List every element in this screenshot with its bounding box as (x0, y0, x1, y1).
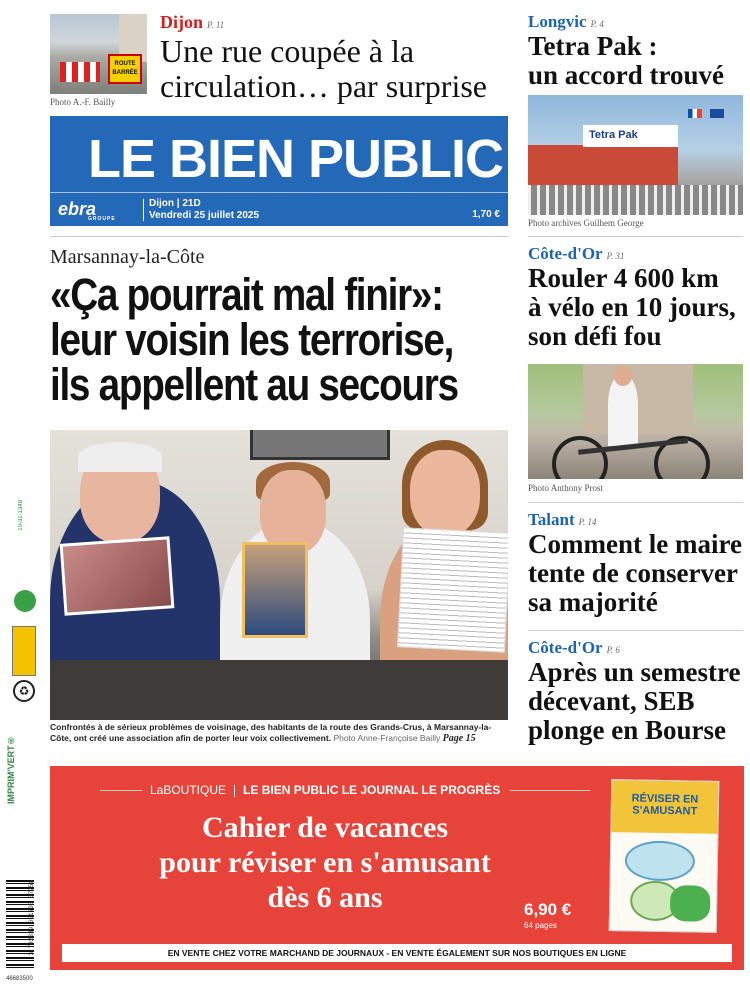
story-kicker-longvic[interactable] (528, 12, 604, 32)
newspaper-logo[interactable]: LE BIEN PUBLIC (88, 129, 504, 189)
frog-illustration-shape (670, 885, 711, 922)
recycle-icon: ♻ (13, 680, 35, 702)
ad-pages: 64 pages (524, 921, 557, 930)
imprimvert-label: IMPRIM'VERT® (6, 735, 16, 805)
wall-frame-shape (250, 430, 390, 460)
kicker-label: Côte-d'Or (528, 244, 603, 263)
barcode-number: 3 782839 601708 07250 (28, 880, 35, 956)
headline-line: ils appellent au secours (50, 359, 458, 410)
page-ref: P. 4 (590, 19, 604, 29)
issue-date: Vendredi 25 juillet 2025 (149, 210, 260, 221)
cyclist-photo[interactable] (528, 364, 743, 479)
flag-shape (710, 109, 724, 118)
page-ref: P. 11 (207, 20, 225, 30)
illustration-shape (625, 840, 696, 881)
headline-line: Comment le maire (528, 529, 742, 559)
headline-line: Rouler 4 600 km (528, 263, 719, 293)
teaser-headline[interactable] (160, 34, 487, 104)
divider (143, 199, 144, 221)
headline-line: Tetra Pak : (528, 31, 658, 61)
main-headline[interactable] (50, 269, 458, 410)
flag-shape (688, 109, 702, 118)
photo-credit: Photo archives Guilhem George (528, 218, 644, 228)
headline-line: Après un semestre (528, 657, 741, 687)
teaser-photo-road-closed[interactable] (50, 14, 147, 94)
headline-line: décevant, SEB (528, 686, 695, 716)
story-kicker-seb[interactable] (528, 638, 620, 658)
divider (50, 236, 508, 237)
workbook-title: RÉVISER EN S'AMUSANT (611, 780, 718, 834)
photo-credit: Photo Anthony Prost (528, 483, 604, 493)
hair-shape (78, 442, 162, 472)
caption-text: Confrontés à de sérieux problèmes de voisinage, des habitants de la route des Grands-Crus, à Marsannay-la-Côte, ont créé une association afin de porter leur voix collectivement. (50, 722, 492, 743)
face-shape (410, 450, 480, 536)
kicker-label: Longvic (528, 12, 587, 31)
divider (510, 790, 590, 791)
headline-line: leur voisin les terrorise, (50, 314, 454, 365)
triman-sort-icon (12, 626, 36, 676)
issn-number: 46683500 (6, 976, 33, 982)
divider (528, 630, 743, 631)
headline-line: Une rue coupée à la (160, 33, 415, 69)
caption-page-ref[interactable]: Page 15 (442, 733, 476, 744)
teaser-photo-credit: Photo A.-F. Bailly (50, 97, 116, 107)
ad-title-line: dès 6 ans (267, 881, 383, 914)
divider (100, 790, 142, 791)
story-headline-velo[interactable] (528, 264, 736, 351)
ebra-group-logo (58, 199, 116, 222)
teaser-kicker[interactable] (160, 12, 224, 33)
headline-line: «Ça pourrait mal finir»: (50, 269, 443, 320)
headline-line: plonge en Bourse (528, 715, 727, 745)
group-name: ebra (58, 199, 97, 219)
page-ref: P. 31 (606, 251, 625, 261)
headline-line: un accord trouvé (528, 60, 724, 90)
margin-code: 10-31-1348 (18, 500, 24, 531)
workbook-cover[interactable] (609, 779, 720, 933)
divider (234, 785, 235, 797)
page-ref: P. 14 (578, 517, 597, 527)
story-headline-maire[interactable] (528, 530, 742, 617)
ad-title-line: Cahier de vacances (201, 811, 449, 844)
headline-line: sa majorité (528, 587, 658, 617)
page-ref: P. 6 (606, 645, 620, 655)
kicker-label: Côte-d'Or (528, 638, 603, 657)
kicker-label: Dijon (160, 12, 204, 32)
building-shape (528, 145, 678, 185)
barrier-shape (60, 62, 100, 82)
main-photo-caption (50, 722, 510, 744)
group-sub: GROUPE (88, 216, 116, 222)
divider (528, 236, 743, 237)
divider (528, 502, 743, 503)
company-sign: Tetra Pak (583, 125, 678, 147)
tetrapak-photo[interactable] (528, 95, 743, 215)
person-shape (608, 376, 638, 446)
story-headline-seb[interactable] (528, 658, 740, 745)
road-sign: ROUTE BARRÉE (108, 54, 142, 84)
main-story-photo[interactable] (50, 430, 508, 720)
held-newspaper-shape (397, 527, 508, 652)
masthead (50, 116, 508, 226)
story-kicker-cotedor[interactable] (528, 244, 624, 264)
headline-line: tente de conserver (528, 558, 738, 588)
brand-name: LE JOURNAL (341, 783, 419, 797)
brand-name: LE PROGRÈS (421, 783, 501, 797)
caption-credit: Photo Anne-Françoise Bailly (333, 733, 441, 743)
headline-line: circulation… par surprise (160, 68, 487, 104)
table-shape (50, 660, 508, 720)
ad-brands (150, 783, 500, 797)
fence-shape (528, 185, 743, 215)
brand-name: LE BIEN PUBLIC (243, 783, 339, 797)
cover-price: 1,70 € (472, 209, 500, 220)
wheel-shape (552, 436, 608, 479)
edition-info (149, 198, 259, 222)
boutique-label: LaBOUTIQUE (150, 783, 227, 797)
ad-price: 6,90 € (524, 900, 572, 919)
story-headline-tetrapak[interactable] (528, 32, 724, 90)
ad-footer: EN VENTE CHEZ VOTRE MARCHAND DE JOURNAUX - EN VENTE ÉGALEMENT SUR NOS BOUTIQUES EN LIGNE (62, 944, 732, 962)
held-photo-shape (60, 536, 175, 615)
kicker-label: Talant (528, 510, 575, 529)
edition: Dijon | 21D (149, 198, 201, 209)
held-photo-shape (242, 542, 308, 638)
face-shape (614, 366, 632, 386)
main-story-location: Marsannay-la-Côte (50, 246, 205, 268)
story-kicker-talant[interactable] (528, 510, 596, 530)
headline-line: à vélo en 10 jours, (528, 292, 736, 322)
ad-title-line: pour réviser en s'amusant (159, 846, 491, 879)
boutique-ad[interactable] (50, 766, 744, 970)
wall-shape (583, 364, 693, 434)
headline-line: son défi fou (528, 321, 662, 351)
masthead-divider (50, 192, 508, 193)
ad-title (110, 810, 540, 915)
eco-logo-icon (14, 590, 36, 612)
